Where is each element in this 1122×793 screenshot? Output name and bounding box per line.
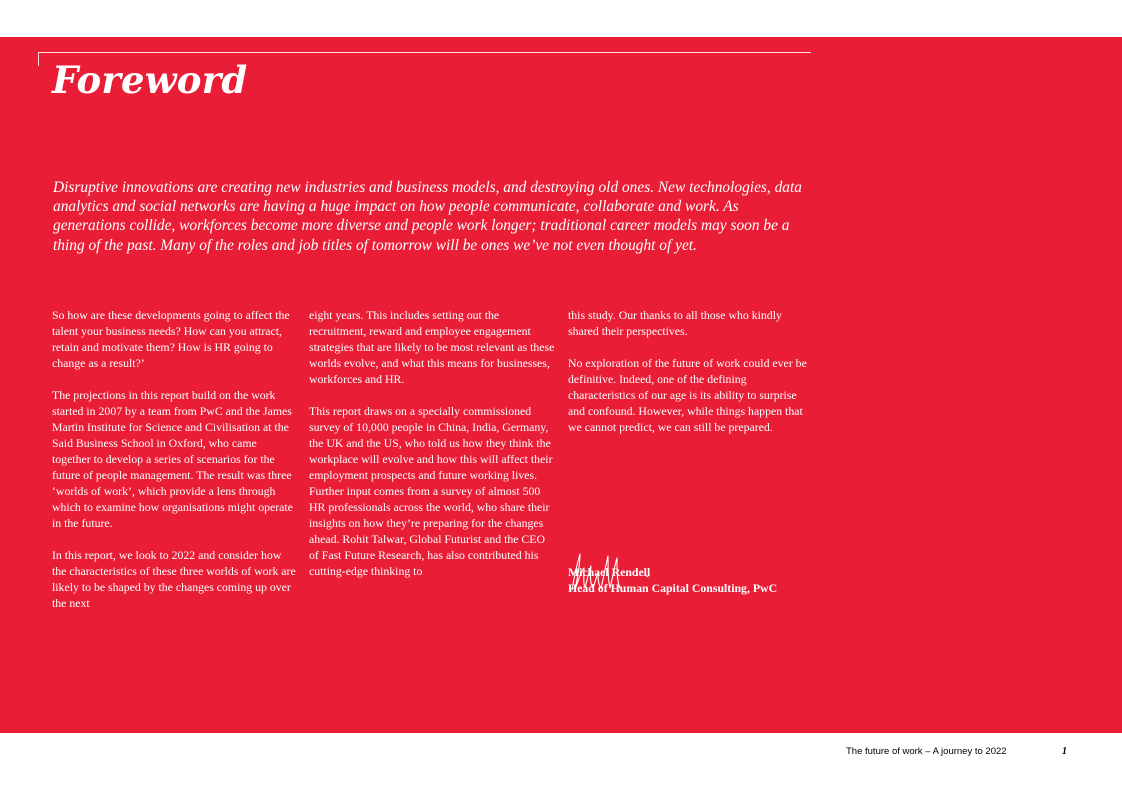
intro-paragraph: Disruptive innovations are creating new industries and business models, and destroying old ones. New technologies, data analytics and social networks are having a huge impact on how people communicate, collaborate and work. As generations collide, workforces become more diverse and people work longer; traditional career models may soon be a thing of the past. Many of the roles and job titles of tomorrow will be ones we’ve not even thought of yet. bbox=[53, 179, 802, 254]
text-column-2 bbox=[309, 307, 555, 595]
body-paragraph: This report draws on a specially commissioned survey of 10,000 people in China, India, Germany, the UK and the US, who told us how they think the workplace will evolve and how this will affect their employment prospects and future working lives. Further input comes from a survey of almost 500 HR professionals across the world, who share their insights on how they’re preparing for the changes ahead. Rohit Talwar, Global Futurist and the CEO of Fast Future Research, has also contributed his cutting-edge thinking to bbox=[309, 404, 553, 578]
footer-document-title: The future of work – A journey to 2022 bbox=[846, 746, 1007, 757]
page-title: Foreword bbox=[52, 58, 248, 102]
body-paragraph: The projections in this report build on the work started in 2007 by a team from PwC and the James Martin Institute for Science and Civilisation at the Said Business School in Oxford, who came together to develop a series of scenarios for the future of people management. The result was three ‘worlds of work’, which provide a lens through which to examine how organisations might operate in the future. bbox=[52, 388, 293, 530]
page-number: 1 bbox=[1062, 746, 1067, 757]
signatory-name: Michael Rendell bbox=[568, 565, 651, 579]
title-rule-tick bbox=[38, 52, 39, 66]
body-paragraph: No exploration of the future of work could ever be definitive. Indeed, one of the defining characteristics of our age is its ability to surprise and confound. However, while things happen that we cannot predict, we can still be prepared. bbox=[568, 356, 807, 434]
title-rule bbox=[38, 52, 811, 53]
text-column-1 bbox=[52, 307, 298, 627]
text-column-3 bbox=[568, 307, 814, 451]
body-paragraph: So how are these developments going to affect the talent your business needs? How can you attract, retain and motivate them? How is HR going to change as a result?’ bbox=[52, 308, 290, 370]
body-paragraph: this study. Our thanks to all those who kindly shared their perspectives. bbox=[568, 308, 782, 338]
body-paragraph: In this report, we look to 2022 and consider how the characteristics of these three worlds of work are likely to be shaped by the changes coming up over the next bbox=[52, 548, 296, 610]
body-paragraph: eight years. This includes setting out the recruitment, reward and employee engagement strategies that are likely to be most relevant as these worlds evolve, and what this means for businesses, workforces and HR. bbox=[309, 308, 555, 386]
signatory-role: Head of Human Capital Consulting, PwC bbox=[568, 581, 778, 595]
